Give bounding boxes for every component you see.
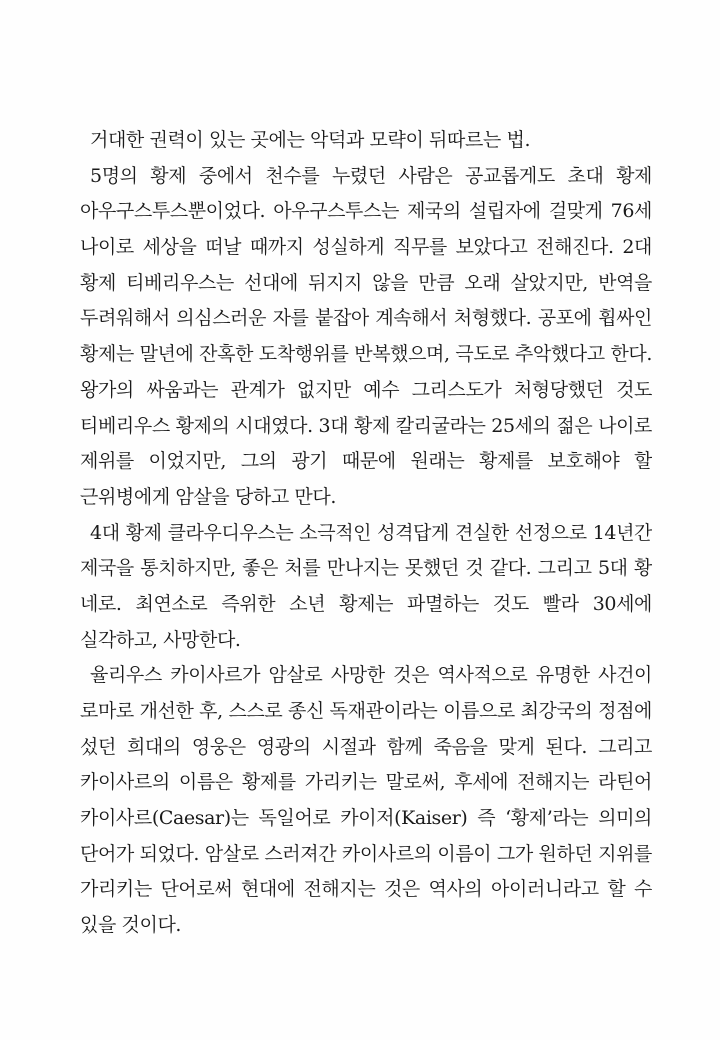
text-line: 카이사르(Caesar)는 독일어로 카이저(Kaiser) 즉 ‘황제’라는 의미의 xyxy=(80,807,652,830)
text-line: 아우구스투스뿐이었다. 아우구스투스는 제국의 설립자에 걸맞게 76세 xyxy=(80,200,652,223)
text-line: 카이사르의 이름은 황제를 가리키는 말로써, 후세에 전해지는 라틴어 xyxy=(80,771,652,794)
text-line: 실각하고, 사망한다. xyxy=(80,628,241,651)
body-text xyxy=(80,123,652,944)
text-line: 5명의 황제 중에서 천수를 누렸던 사람은 공교롭게도 초대 황제 xyxy=(90,164,652,187)
paragraph-2 xyxy=(80,159,652,516)
text-line: 나이로 세상을 떠날 때까지 성실하게 직무를 보았다고 전해진다. 2대 xyxy=(80,236,652,259)
text-line: 왕가의 싸움과는 관계가 없지만 예수 그리스도가 처형당했던 것도 xyxy=(80,378,652,401)
paragraph-3 xyxy=(80,516,652,659)
text-line: 근위병에게 암살을 당하고 만다. xyxy=(80,485,336,508)
text-line: 율리우스 카이사르가 암살로 사망한 것은 역사적으로 유명한 사건이 xyxy=(90,664,652,687)
text-line: 단어가 되었다. 암살로 스러져간 카이사르의 이름이 그가 원하던 지위를 xyxy=(80,842,652,865)
text-line: 로마로 개선한 후, 스스로 종신 독재관이라는 이름으로 최강국의 정점에 xyxy=(80,700,652,722)
text-line: 두려워해서 의심스러운 자를 붙잡아 계속해서 처형했다. 공포에 휩싸인 xyxy=(80,307,652,330)
text-line: 제국을 통치하지만, 좋은 처를 만나지는 못했던 것 같다. 그리고 5대 황 xyxy=(80,557,652,580)
text-line: 네로. 최연소로 즉위한 소년 황제는 파멸하는 것도 빨라 30세에 xyxy=(80,592,652,615)
text-line: 제위를 이었지만, 그의 광기 때문에 원래는 황제를 보호해야 할 xyxy=(80,450,652,473)
text-line: 티베리우스 황제의 시대였다. 3대 황제 칼리굴라는 25세의 젊은 나이로 xyxy=(80,414,652,437)
paragraph-4 xyxy=(80,658,652,944)
text-line: 황제는 말년에 잔혹한 도착행위를 반복했으며, 극도로 추악했다고 한다. xyxy=(80,343,652,366)
paragraph-1 xyxy=(80,123,652,159)
text-line: 거대한 권력이 있는 곳에는 악덕과 모략이 뒤따르는 법. xyxy=(90,129,531,151)
text-line: 황제 티베리우스는 선대에 뒤지지 않을 만큼 오래 살았지만, 반역을 xyxy=(80,271,652,294)
text-line: 4대 황제 클라우디우스는 소극적인 성격답게 견실한 선정으로 14년간 xyxy=(90,521,652,544)
text-line: 가리키는 단어로써 현대에 전해지는 것은 역사의 아이러니라고 할 수 xyxy=(80,878,652,901)
text-line: 있을 것이다. xyxy=(80,914,182,937)
text-line: 섰던 희대의 영웅은 영광의 시절과 함께 죽음을 맞게 된다. 그리고 xyxy=(80,735,652,758)
